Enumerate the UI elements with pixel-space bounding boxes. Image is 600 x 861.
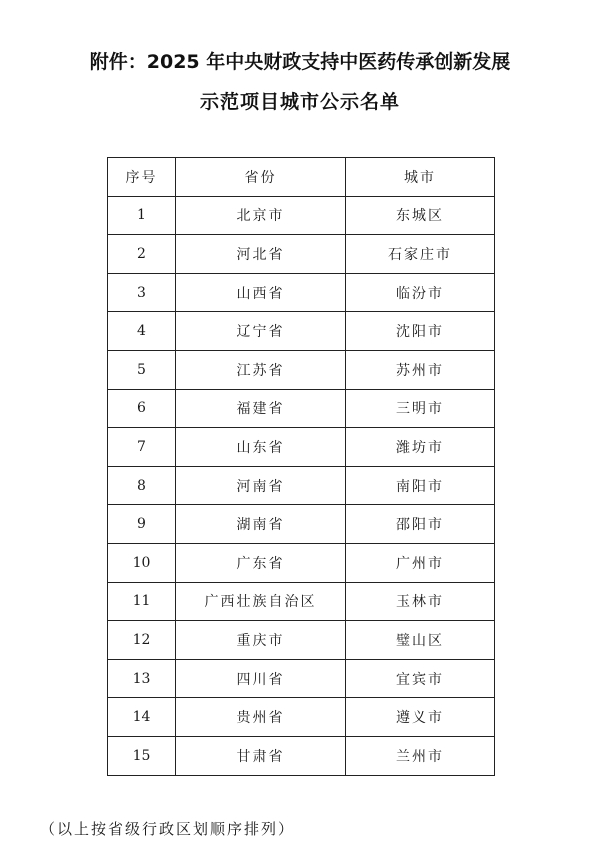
- column-header-city: 城市: [346, 158, 495, 197]
- row-number: 13: [108, 659, 176, 698]
- table-row: [108, 273, 495, 312]
- row-province: 广西壮族自治区: [176, 582, 346, 621]
- table-row: [108, 736, 495, 775]
- row-number: 4: [108, 312, 176, 351]
- table-header-row: [108, 158, 495, 197]
- row-number: 14: [108, 698, 176, 737]
- row-number: 15: [108, 736, 176, 775]
- row-city: 遵义市: [346, 698, 495, 737]
- row-province: 河北省: [176, 235, 346, 274]
- row-number: 2: [108, 235, 176, 274]
- row-province: 江苏省: [176, 350, 346, 389]
- table-row: [108, 389, 495, 428]
- row-number: 6: [108, 389, 176, 428]
- table-row: [108, 505, 495, 544]
- row-number: 10: [108, 543, 176, 582]
- row-number: 8: [108, 466, 176, 505]
- document-title-line-1: 附件：2025 年中央财政支持中医药传承创新发展: [89, 51, 511, 73]
- row-city: 南阳市: [346, 466, 495, 505]
- row-city: 宜宾市: [346, 659, 495, 698]
- table-row: [108, 350, 495, 389]
- row-city: 潍坊市: [346, 428, 495, 467]
- row-city: 兰州市: [346, 736, 495, 775]
- row-number: 1: [108, 196, 176, 235]
- table-row: [108, 235, 495, 274]
- row-city: 东城区: [346, 196, 495, 235]
- table-row: [108, 698, 495, 737]
- row-province: 福建省: [176, 389, 346, 428]
- column-header-province: 省份: [176, 158, 346, 197]
- row-province: 北京市: [176, 196, 346, 235]
- row-province: 贵州省: [176, 698, 346, 737]
- row-number: 5: [108, 350, 176, 389]
- row-city: 临汾市: [346, 273, 495, 312]
- table-row: [108, 659, 495, 698]
- row-city: 沈阳市: [346, 312, 495, 351]
- row-city: 三明市: [346, 389, 495, 428]
- row-city: 石家庄市: [346, 235, 495, 274]
- row-city: 广州市: [346, 543, 495, 582]
- row-province: 山东省: [176, 428, 346, 467]
- table-row: [108, 312, 495, 351]
- ordering-footnote: （以上按省级行政区划顺序排列）: [40, 820, 296, 838]
- column-header-number: 序号: [108, 158, 176, 197]
- row-number: 9: [108, 505, 176, 544]
- row-province: 甘肃省: [176, 736, 346, 775]
- row-number: 12: [108, 621, 176, 660]
- table-row: [108, 466, 495, 505]
- row-province: 四川省: [176, 659, 346, 698]
- row-city: 璧山区: [346, 621, 495, 660]
- row-number: 7: [108, 428, 176, 467]
- city-list-table: [107, 157, 495, 776]
- row-city: 苏州市: [346, 350, 495, 389]
- row-province: 重庆市: [176, 621, 346, 660]
- table-row: [108, 621, 495, 660]
- table-row: [108, 582, 495, 621]
- row-city: 玉林市: [346, 582, 495, 621]
- row-province: 湖南省: [176, 505, 346, 544]
- row-city: 邵阳市: [346, 505, 495, 544]
- row-province: 山西省: [176, 273, 346, 312]
- row-province: 河南省: [176, 466, 346, 505]
- table-row: [108, 543, 495, 582]
- document-title-line-2: 示范项目城市公示名单: [199, 91, 400, 113]
- row-province: 辽宁省: [176, 312, 346, 351]
- row-province: 广东省: [176, 543, 346, 582]
- row-number: 11: [108, 582, 176, 621]
- row-number: 3: [108, 273, 176, 312]
- table-row: [108, 428, 495, 467]
- table-row: [108, 196, 495, 235]
